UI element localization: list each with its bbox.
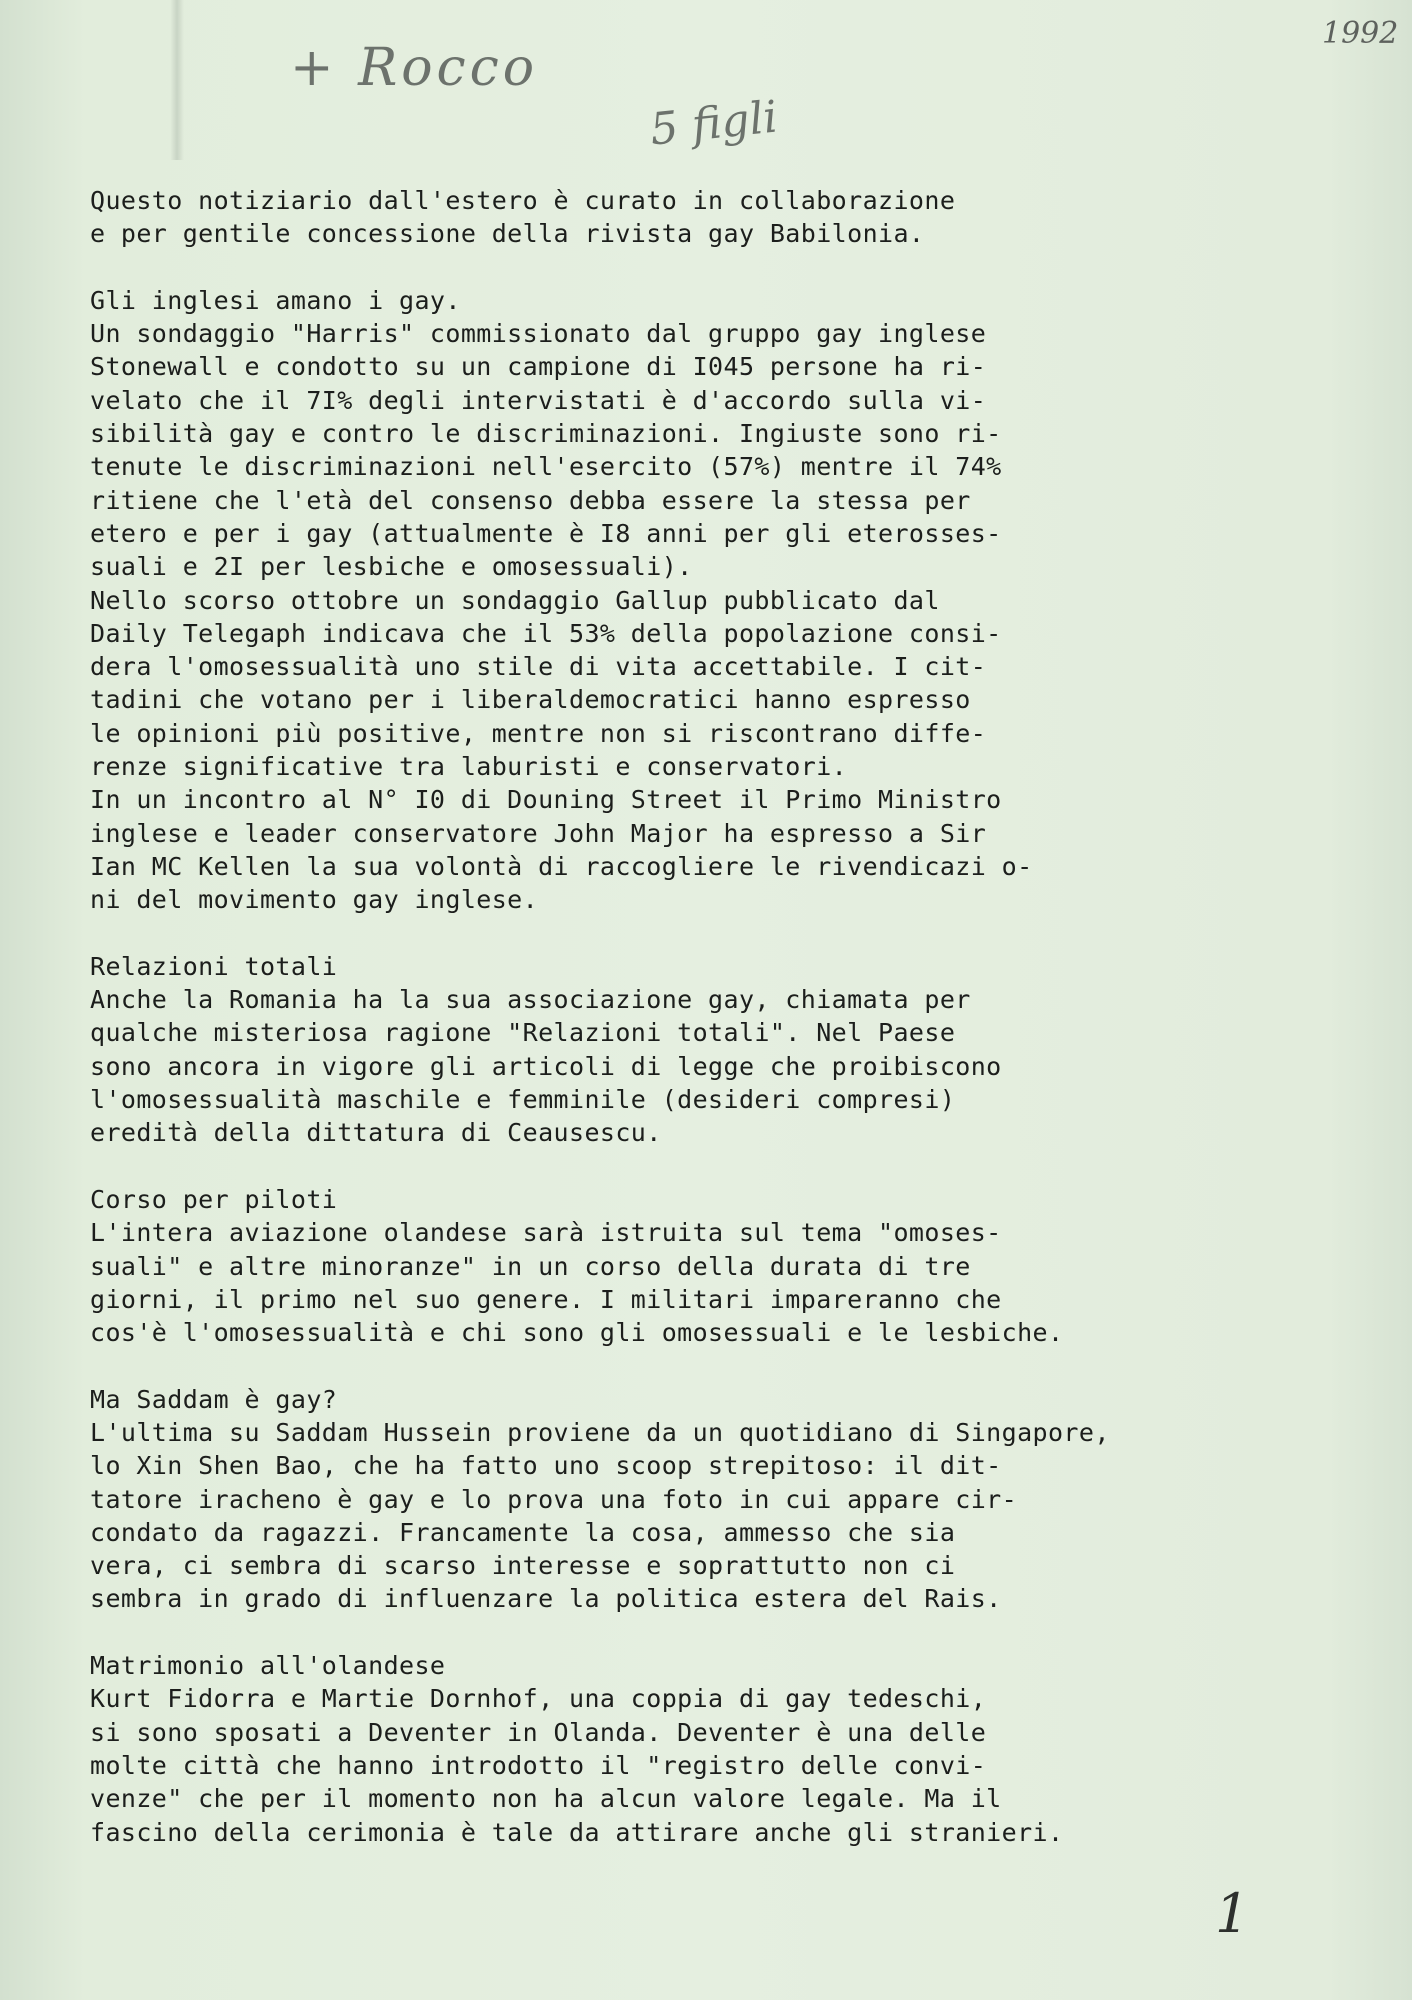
text-line: L'intera aviazione olandese sarà istruita sul tema "omoses- bbox=[90, 1218, 1002, 1248]
text-line: suali e 2I per lesbiche e omosessuali). bbox=[90, 552, 693, 582]
text-line: si sono sposati a Deventer in Olanda. Deventer è una delle bbox=[90, 1717, 987, 1747]
text-line: Kurt Fidorra e Martie Dornhof, una coppia di gay tedeschi, bbox=[90, 1684, 987, 1714]
text-line: Un sondaggio "Harris" commissionato dal gruppo gay inglese bbox=[90, 319, 987, 349]
section-heading: Ma Saddam è gay? bbox=[90, 1384, 338, 1414]
text-line: qualche misteriosa ragione "Relazioni totali". Nel Paese bbox=[90, 1018, 956, 1048]
text-line: le opinioni più positive, mentre non si riscontrano diffe- bbox=[90, 718, 987, 748]
text-line: molte città che hanno introdotto il "registro delle convi- bbox=[90, 1750, 987, 1780]
text-line: eredità della dittatura di Ceausescu. bbox=[90, 1118, 662, 1148]
text-line: Daily Telegaph indicava che il 53% della popolazione consi- bbox=[90, 618, 1002, 648]
section-heading: Gli inglesi amano i gay. bbox=[90, 285, 461, 315]
text-line: vera, ci sembra di scarso interesse e soprattutto non ci bbox=[90, 1551, 956, 1581]
text-line: condato da ragazzi. Francamente la cosa, ammesso che sia bbox=[90, 1517, 956, 1547]
text-line: etero e per i gay (attualmente è I8 anni per gli eterosses- bbox=[90, 518, 1002, 548]
text-line: L'ultima su Saddam Hussein proviene da un quotidiano di Singapore, bbox=[90, 1417, 1110, 1447]
text-line: ni del movimento gay inglese. bbox=[90, 885, 539, 915]
text-line: tadini che votano per i liberaldemocratici hanno espresso bbox=[90, 685, 971, 715]
section-heading: Corso per piloti bbox=[90, 1184, 338, 1214]
intro-line: Questo notiziario dall'estero è curato in collaborazione bbox=[90, 186, 956, 215]
text-line: Anche la Romania ha la sua associazione gay, chiamata per bbox=[90, 985, 971, 1015]
handwritten-note-figli: 5 figli bbox=[647, 91, 780, 156]
text-line: fascino della cerimonia è tale da attirare anche gli stranieri. bbox=[90, 1817, 1064, 1847]
text-line: lo Xin Shen Bao, che ha fatto uno scoop strepitoso: il dit- bbox=[90, 1451, 1002, 1481]
typed-text-body bbox=[90, 184, 1330, 1849]
section-heading: Relazioni totali bbox=[90, 951, 338, 981]
text-line: inglese e leader conservatore John Major ha espresso a Sir bbox=[90, 818, 987, 848]
text-line: suali" e altre minoranze" in un corso della durata di tre bbox=[90, 1251, 971, 1281]
handwritten-note-rocco: + Rocco bbox=[290, 38, 539, 98]
text-line: tenute le discriminazioni nell'esercito (57%) mentre il 74% bbox=[90, 452, 1002, 482]
text-line: Stonewall e condotto su un campione di I045 persone ha ri- bbox=[90, 352, 987, 382]
text-line: Ian MC Kellen la sua volontà di raccogliere le rivendicazi o- bbox=[90, 851, 1033, 881]
text-line: tatore iracheno è gay e lo prova una foto in cui appare cir- bbox=[90, 1484, 1018, 1514]
text-line: sembra in grado di influenzare la politica estera del Rais. bbox=[90, 1584, 1002, 1614]
text-line: sono ancora in vigore gli articoli di legge che proibiscono bbox=[90, 1051, 1002, 1081]
text-line: renze significative tra laburisti e conservatori. bbox=[90, 752, 848, 782]
section-heading: Matrimonio all'olandese bbox=[90, 1651, 446, 1681]
text-line: cos'è l'omosessualità e chi sono gli omosessuali e le lesbiche. bbox=[90, 1318, 1064, 1348]
paper-fold-mark bbox=[170, 0, 184, 160]
intro-line: e per gentile concessione della rivista gay Babilonia. bbox=[90, 219, 925, 249]
handwritten-year: 1992 bbox=[1322, 16, 1399, 51]
text-line: dera l'omosessualità uno stile di vita accettabile. I cit- bbox=[90, 652, 987, 682]
text-line: giorni, il primo nel suo genere. I militari impareranno che bbox=[90, 1284, 1002, 1314]
text-line: velato che il 7I% degli intervistati è d'accordo sulla vi- bbox=[90, 385, 987, 415]
text-line: venze" che per il momento non ha alcun valore legale. Ma il bbox=[90, 1784, 1002, 1814]
text-line: ritiene che l'età del consenso debba essere la stessa per bbox=[90, 485, 971, 515]
handwritten-page-number: 1 bbox=[1215, 1882, 1250, 1945]
text-line: sibilità gay e contro le discriminazioni. Ingiuste sono ri- bbox=[90, 419, 1002, 449]
text-line: Nello scorso ottobre un sondaggio Gallup pubblicato dal bbox=[90, 585, 940, 615]
text-line: In un incontro al N° I0 di Douning Street il Primo Ministro bbox=[90, 785, 1002, 815]
text-line: l'omosessualità maschile e femminile (desideri compresi) bbox=[90, 1085, 956, 1115]
